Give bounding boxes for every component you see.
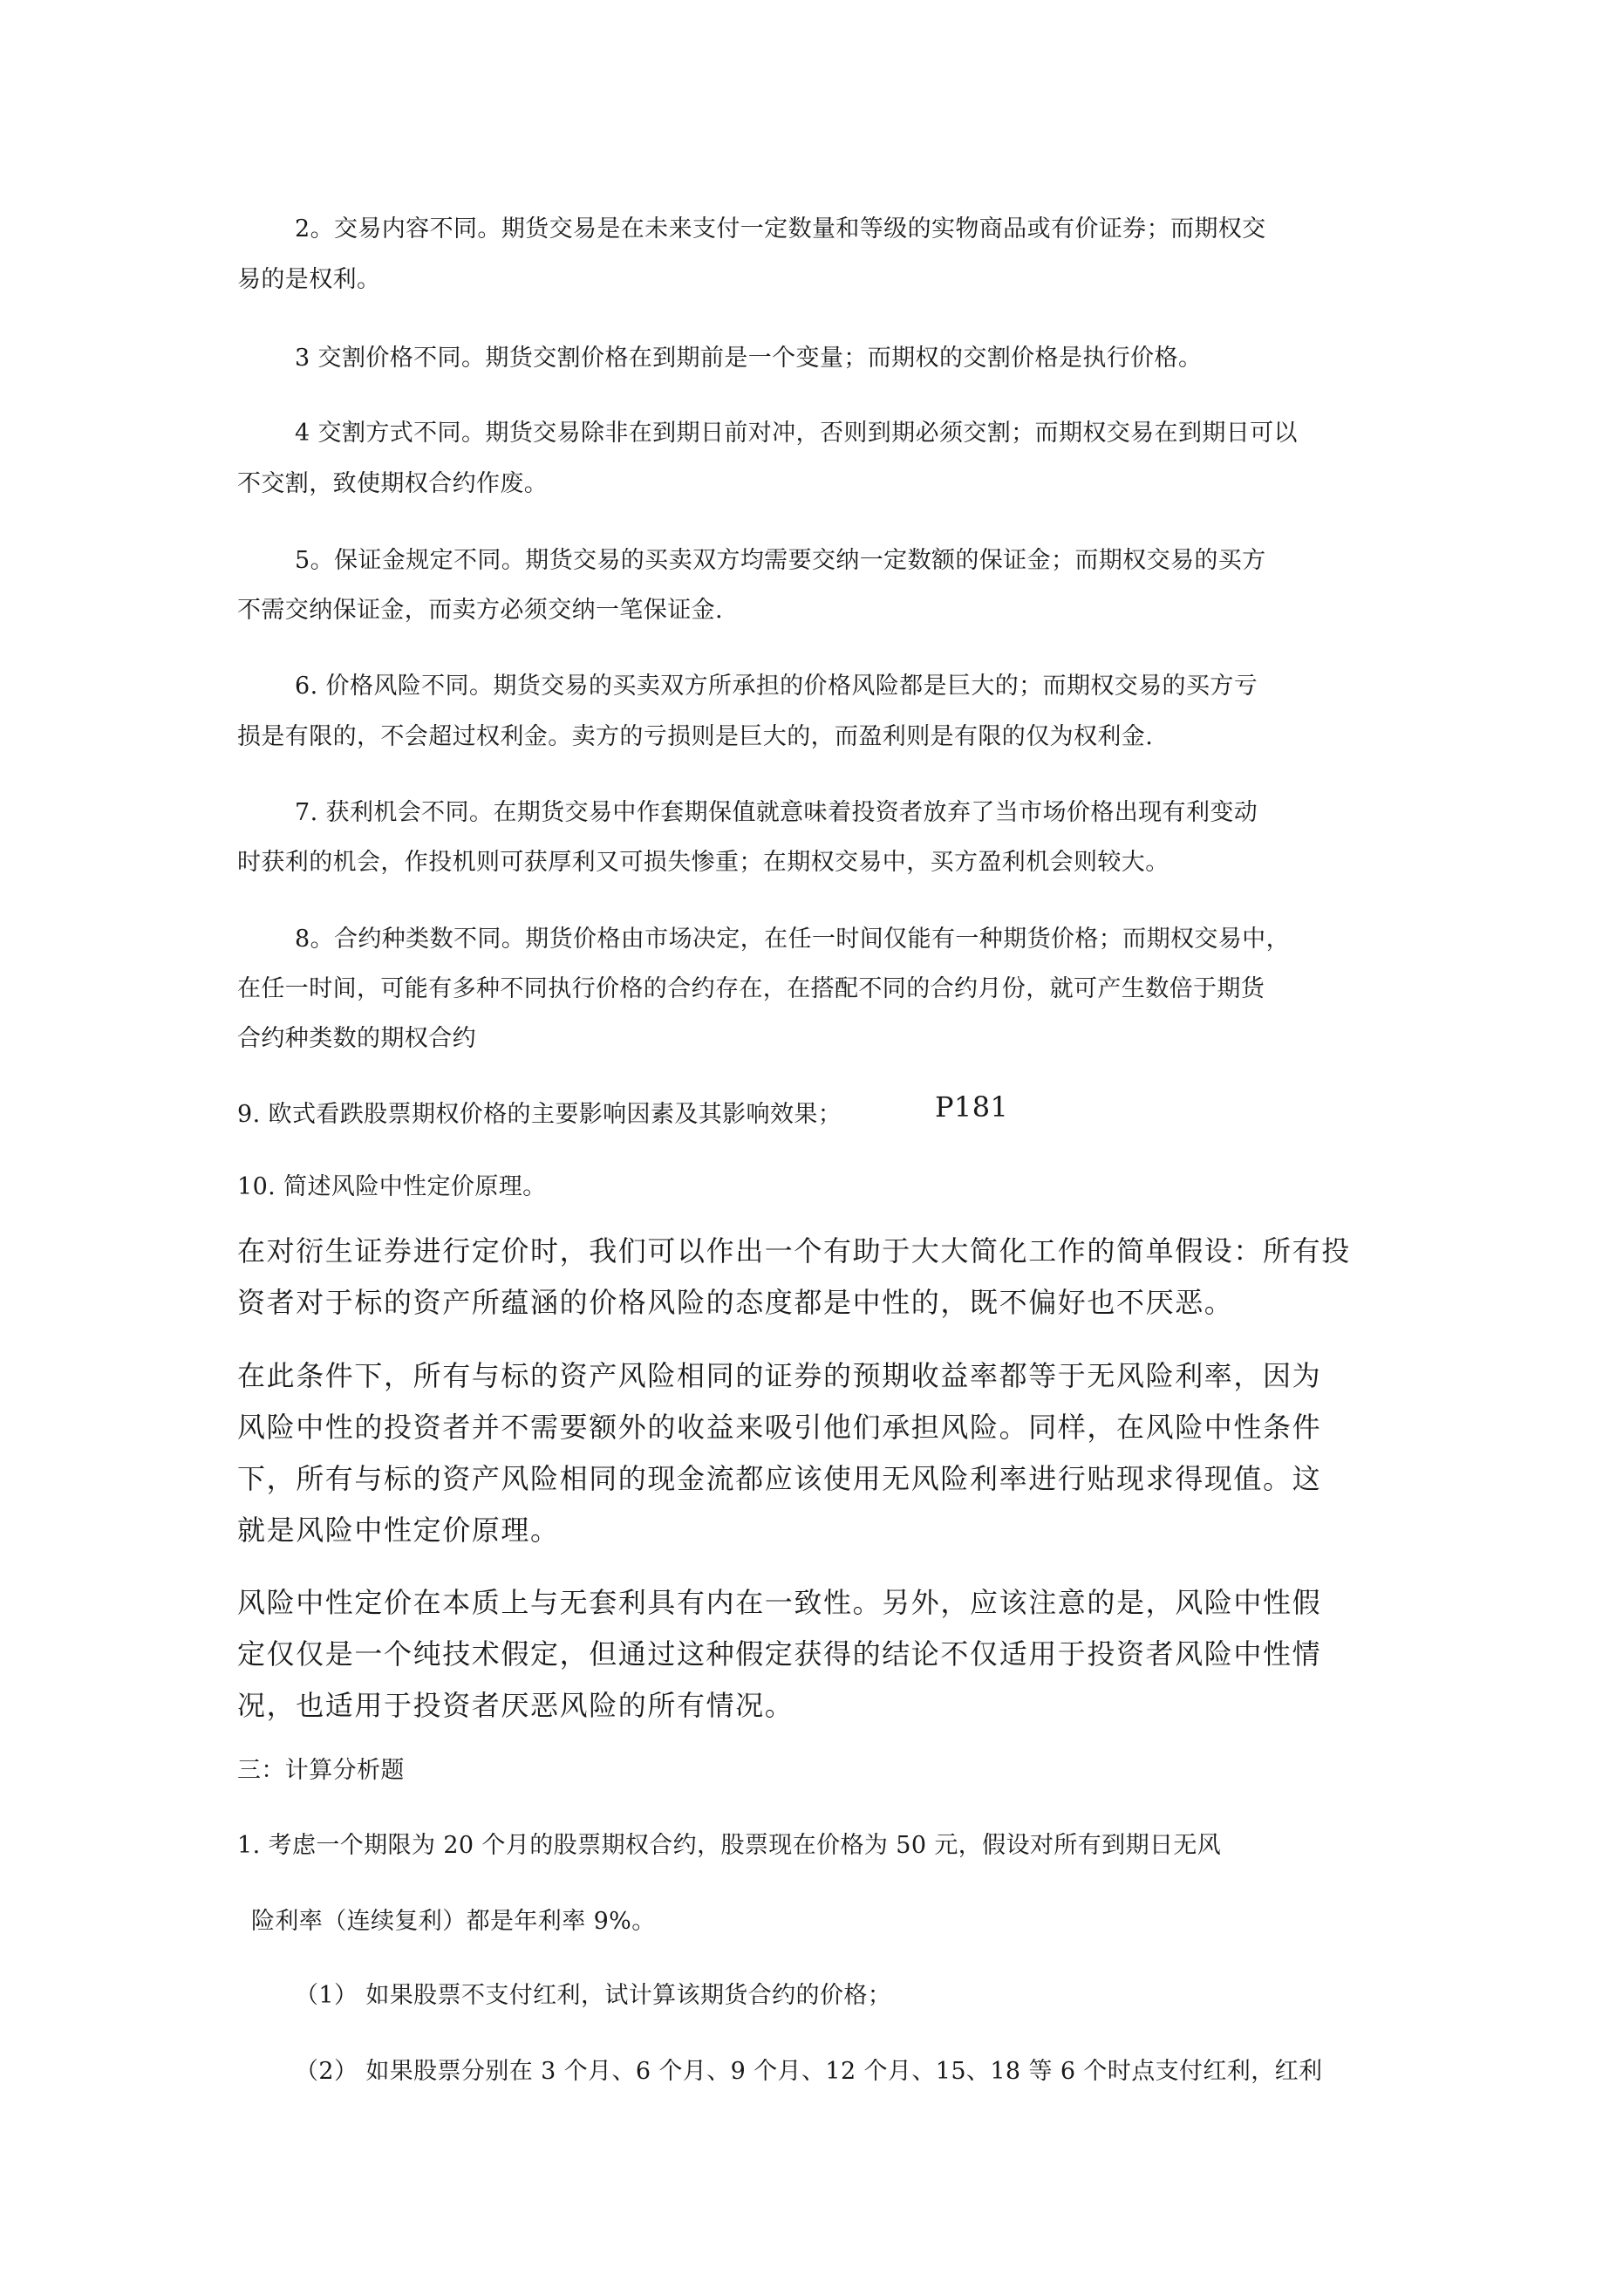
answer-10-paragraph-2-line-2: 风险中性的投资者并不需要额外的收益来吸引他们承担风险。同样，在风险中性条件 xyxy=(237,1411,1322,1444)
answer-10-paragraph-1-line-2: 资者对于标的资产所蕴涵的价格风险的态度都是中性的，既不偏好也不厌恶。 xyxy=(237,1286,1234,1319)
answer-10-paragraph-2-line-4: 就是风险中性定价原理。 xyxy=(237,1514,560,1547)
answer-10-paragraph-2-line-1: 在此条件下，所有与标的资产风险相同的证券的预期收益率都等于无风险利率，因为 xyxy=(237,1359,1322,1392)
paragraph-2-line-2: 易的是权利。 xyxy=(237,266,381,293)
problem-1-part-2: （2） 如果股票分别在 3 个月、6 个月、9 个月、12 个月、15、18 等 6 个时点支付红利，红利 xyxy=(295,2058,1323,2085)
paragraph-8-line-3: 合约种类数的期权合约 xyxy=(237,1025,476,1052)
answer-10-paragraph-3-line-2: 定仅仅是一个纯技术假定，但通过这种假定获得的结论不仅适用于投资者风险中性情 xyxy=(237,1637,1322,1671)
problem-1-line-2: 险利率（连续复利）都是年利率 9%。 xyxy=(251,1908,656,1935)
paragraph-8-line-1: 8。合约种类数不同。期货价格由市场决定，在任一时间仅能有一种期货价格；而期权交易中， xyxy=(295,926,1290,953)
paragraph-4-line-2: 不交割，致使期权合约作废。 xyxy=(237,470,549,497)
paragraph-5-line-1: 5。保证金规定不同。期货交易的买卖双方均需要交纳一定数额的保证金；而期权交易的买方 xyxy=(295,547,1266,574)
answer-10-paragraph-3-line-3: 况，也适用于投资者厌恶风险的所有情况。 xyxy=(237,1689,794,1722)
paragraph-2-line-1: 2。交易内容不同。期货交易是在未来支付一定数量和等级的实物商品或有价证券；而期权交 xyxy=(295,215,1266,243)
paragraph-4-line-1: 4 交割方式不同。期货交易除非在到期日前对冲，否则到期必须交割；而期权交易在到期日可以 xyxy=(295,420,1298,447)
problem-1-line-1: 1. 考虑一个期限为 20 个月的股票期权合约，股票现在价格为 50 元，假设对所有到期日无风 xyxy=(237,1832,1222,1859)
paragraph-7-line-1: 7. 获利机会不同。在期货交易中作套期保值就意味着投资者放弃了当市场价格出现有利变动 xyxy=(295,799,1258,826)
paragraph-3-line-1: 3 交割价格不同。期货交割价格在到期前是一个变量；而期权的交割价格是执行价格。 xyxy=(295,345,1203,372)
answer-10-paragraph-3-line-1: 风险中性定价在本质上与无套利具有内在一致性。另外，应该注意的是，风险中性假 xyxy=(237,1586,1322,1619)
section-3-heading: 三：计算分析题 xyxy=(237,1757,405,1784)
question-9-page-reference: P181 xyxy=(935,1090,1009,1124)
paragraph-7-line-2: 时获利的机会，作投机则可获厚利又可损失惨重；在期权交易中，买方盈利机会则较大。 xyxy=(237,849,1170,876)
paragraph-6-line-2: 损是有限的，不会超过权利金。卖方的亏损则是巨大的，而盈利则是有限的仅为权利金. xyxy=(237,723,1154,750)
question-10-heading: 10. 简述风险中性定价原理。 xyxy=(237,1173,547,1200)
question-9-text: 9. 欧式看跌股票期权价格的主要影响因素及其影响效果； xyxy=(237,1101,842,1128)
paragraph-5-line-2: 不需交纳保证金，而卖方必须交纳一笔保证金. xyxy=(237,597,723,624)
answer-10-paragraph-2-line-3: 下，所有与标的资产风险相同的现金流都应该使用无风险利率进行贴现求得现值。这 xyxy=(237,1462,1322,1495)
problem-1-part-1: （1） 如果股票不支付红利，试计算该期货合约的价格； xyxy=(295,1982,892,2009)
paragraph-6-line-1: 6. 价格风险不同。期货交易的买卖双方所承担的价格风险都是巨大的；而期权交易的买方亏 xyxy=(295,673,1258,700)
answer-10-paragraph-1-line-1: 在对衍生证券进行定价时，我们可以作出一个有助于大大简化工作的简单假设：所有投 xyxy=(237,1234,1351,1268)
paragraph-8-line-2: 在任一时间，可能有多种不同执行价格的合约存在，在搭配不同的合约月份，就可产生数倍于期货 xyxy=(237,975,1265,1002)
